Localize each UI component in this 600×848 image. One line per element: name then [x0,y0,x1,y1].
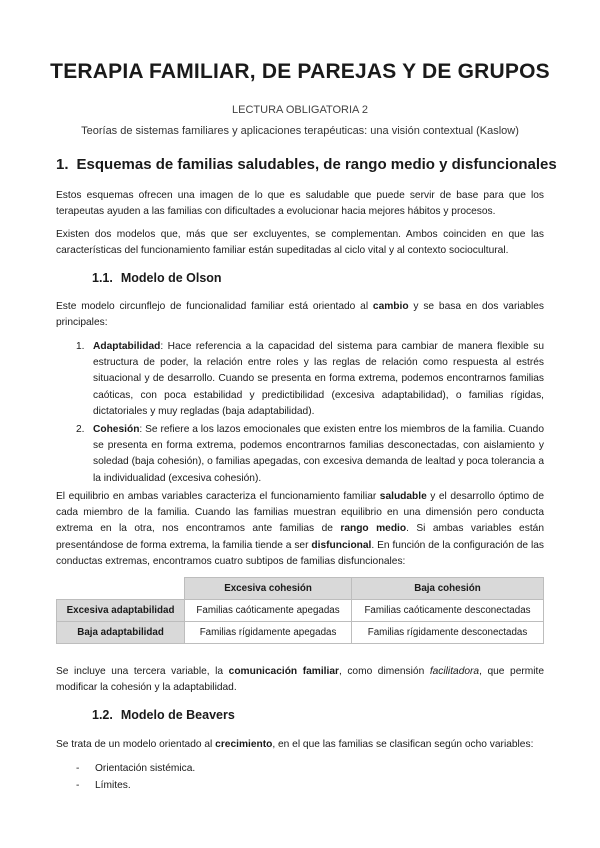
document-title: TERAPIA FAMILIAR, DE PAREJAS Y DE GRUPOS [50,60,550,83]
term-adaptabilidad: Adaptabilidad [93,341,161,352]
eq-text-1: El equilibrio en ambas variables caracteriza el funcionamiento familiar [56,491,380,502]
olson-title: Modelo de Olson [120,271,222,285]
definition-cohesion: : Se refiere a los lazos emocionales que existen entre los miembros de la familia. Cuando se presenta en forma extrema, podemos encontrarnos familias desconectadas, con aislamiento y soledad (baja cohesión), o familias apegadas, con excesiva demanda de lealtad y poca tolerancia a la individualidad (excesiva cohesión). [93,424,544,484]
table-cell: Familias rígidamente desconectadas [352,622,544,644]
olson-intro-bold: cambio [372,301,409,312]
table-corner-cell [57,578,185,600]
beavers-intro [56,737,544,753]
list-marker: 2. [76,424,85,436]
section-1-paragraph-2: Existen dos modelos que, más que ser excluyentes, se complementan. Ambos coinciden en que las características del funcionamiento familiar están supeditadas al ciclo vital y al contexto sociocultural. [56,229,544,257]
eq-bold-disfuncional: disfuncional [311,539,372,551]
beavers-title: Modelo de Beavers [120,708,235,722]
olson-variables-list [76,339,544,489]
list-item-text: Límites. [95,780,131,791]
olson-intro-text-end: y se basa en dos variables principales: [56,301,544,329]
reading-label: LECTURA OBLIGATORIA 2 [232,104,368,116]
comm-text-1: Se incluye una tercera variable, la [56,666,229,677]
olson-intro [56,299,544,331]
list-marker: - [76,780,80,791]
definition-adaptabilidad: : Hace referencia a la capacidad del sistema para cambiar de manera flexible su estructura de poder, la relación entre roles y las reglas de relación como respuesta al estrés situacional y de desarrollo. Cuando se presenta en forma extrema, podemos encontrarnos familias caóticas, con poca estabilidad y predictibilidad (excesiva adaptabilidad), o familias rígidas, dictatoriales y muy regladas (baja adaptabilidad). [93,341,544,417]
table-cell: Familias rígidamente apegadas [185,622,352,644]
section-1-number: 1. [56,156,69,173]
term-cohesion: Cohesión [93,424,140,436]
list-item [76,777,195,794]
olson-intro-text: Este modelo circunflejo de funcionalidad familiar está orientado al [56,301,373,312]
reading-reference: Teorías de sistemas familiares y aplicaciones terapéuticas: una visión contextual (Kaslow) [81,125,519,137]
olson-heading [92,271,222,285]
eq-bold-saludable: saludable [379,491,427,502]
section-1-title: Esquemas de familias saludables, de rango medio y disfuncionales [76,156,557,173]
comm-bold: comunicación familiar [228,666,339,677]
beavers-text-2: , en el que las familias se clasifican según ocho variables: [272,739,534,750]
section-1-paragraph-1: Estos esquemas ofrecen una imagen de lo que es saludable que puede servir de base para que los terapeutas ayuden a las familias con dificultades a evolucionar hacia mejores hábitos y procesos. [56,190,544,218]
list-item-adaptabilidad [76,339,544,420]
communication-paragraph [56,664,544,696]
section-1-heading [56,156,557,173]
table-header-excesiva-cohesion: Excesiva cohesión [185,578,352,600]
list-item-text: Orientación sistémica. [95,763,196,774]
beavers-bold: crecimiento [215,739,273,750]
beavers-text-1: Se trata de un modelo orientado al [56,739,216,750]
eq-bold-rango-medio: rango medio [340,523,407,535]
eq-text-3: . Si ambas variables están presentándose de forma extrema, la familia tiende a ser [56,523,544,551]
table-header-row [57,578,544,600]
beavers-number: 1.2. [92,708,113,722]
comm-italic: facilitadora [429,666,480,677]
table-row [57,600,544,622]
list-item-cohesion [76,422,544,487]
olson-number: 1.1. [92,271,113,285]
list-marker: 1. [76,341,85,352]
table-row-header: Baja adaptabilidad [57,622,185,644]
comm-text-3: , que permite modificar la cohesión y la adaptabilidad. [56,666,545,694]
table-header-baja-cohesion: Baja cohesión [352,578,544,600]
list-item [76,760,195,777]
dysfunctional-families-table [56,577,544,644]
table-row [57,622,544,644]
table-cell: Familias caóticamente desconectadas [352,600,544,622]
table-cell: Familias caóticamente apegadas [185,600,352,622]
beavers-heading [92,708,235,722]
table-row-header: Excesiva adaptabilidad [57,600,185,622]
list-marker: - [76,763,80,774]
beavers-variables-list [76,760,195,794]
equilibrium-paragraph [56,489,544,570]
eq-text-2: y el desarrollo óptimo de cada miembro de la familia. Cuando las familias muestran equilibrio en una dimensión pero conducta extrema en la otra, nos encontramos ante familias de [56,491,544,535]
eq-text-4: . En función de la configuración de las conductas extremas, encontramos cuatro subtipos de familias disfuncionales: [56,539,544,567]
comm-text-2: , como dimensión [338,666,430,677]
